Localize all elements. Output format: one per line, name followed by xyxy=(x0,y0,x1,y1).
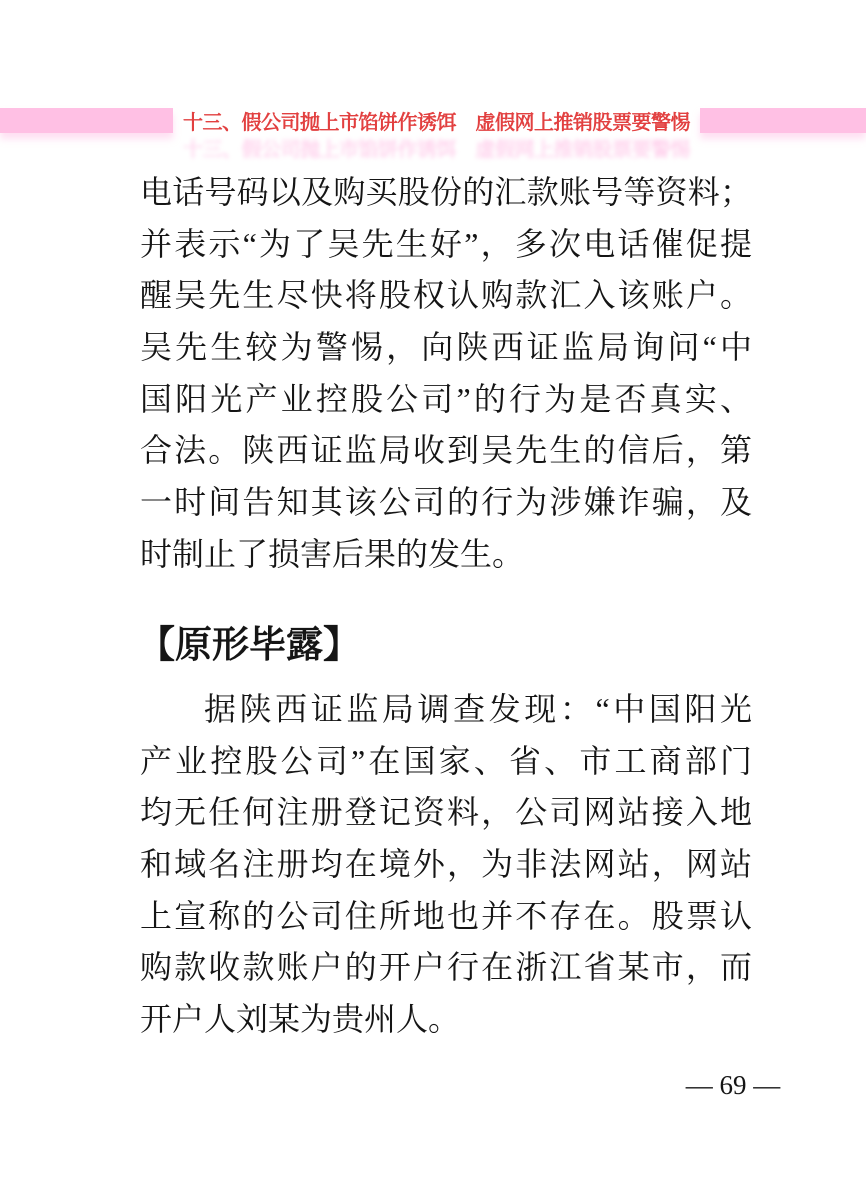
text-line: 产业控股公司”在国家、省、市工商部门 xyxy=(140,742,752,779)
text-line: 开户人刘某为贵州人。 xyxy=(140,1001,461,1038)
text-line: 一时间告知其该公司的行为涉嫌诈骗，及 xyxy=(140,484,752,521)
header-bleedthrough-text: 十三、假公司抛上市馅饼作诱饵 虚假网上推销股票要警惕 xyxy=(183,139,690,161)
text-line: 和域名注册均在境外，为非法网站，网站 xyxy=(140,846,752,883)
text-line: 时制止了损害后果的发生。 xyxy=(140,535,525,572)
paragraph-2 xyxy=(140,684,752,1046)
text-line: 国阳光产业控股公司”的行为是否真实、 xyxy=(140,380,752,417)
paragraph-1 xyxy=(140,167,752,581)
text-line: 吴先生较为警惕，向陕西证监局询问“中 xyxy=(140,329,752,366)
section-heading: 【原形毕露】 xyxy=(138,625,360,666)
text-line: 均无任何注册登记资料，公司网站接入地 xyxy=(140,794,752,831)
running-head-title: 十三、假公司抛上市馅饼作诱饵 虚假网上推销股票要警惕 xyxy=(183,111,690,134)
text-line: 并表示“为了吴先生好”，多次电话催促提 xyxy=(140,225,752,262)
text-line: 购款收款账户的开户行在浙江省某市，而 xyxy=(140,949,752,986)
text-line: 据陕西证监局调查发现：“中国阳光 xyxy=(204,691,752,727)
text-line: 合法。陕西证监局收到吴先生的信后，第 xyxy=(140,432,752,469)
text-line: 醒吴先生尽快将股权认购款汇入该账户。 xyxy=(140,277,752,314)
header-band-right xyxy=(700,108,866,133)
text-line: 电话号码以及购买股份的汇款账号等资料； xyxy=(140,174,752,210)
header-band-left xyxy=(0,108,173,133)
page-number: — 69 — xyxy=(685,1070,781,1100)
text-line: 上宣称的公司住所地也并不存在。股票认 xyxy=(140,897,752,934)
